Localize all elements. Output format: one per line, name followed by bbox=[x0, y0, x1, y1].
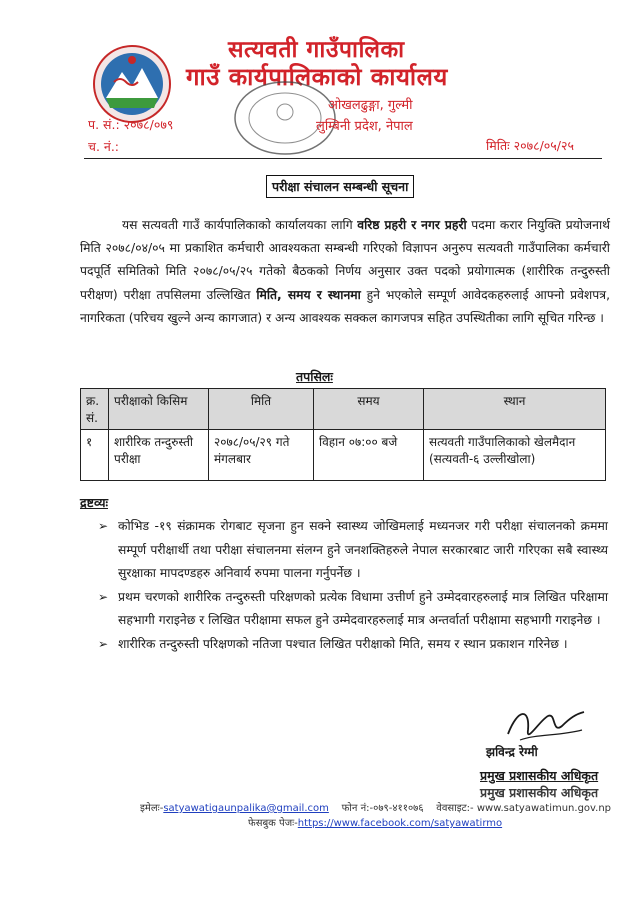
list-item bbox=[98, 586, 608, 633]
header-divider bbox=[84, 158, 602, 159]
cell-time: विहान ०७:०० बजे bbox=[314, 430, 424, 481]
address-line-2: लुम्बिनी प्रदेश, नेपाल bbox=[316, 119, 413, 134]
note-text: शारीरिक तन्दुरुस्ती परिक्षणको नतिजा पश्चात लिखित परीक्षाको मिति, समय र स्थान प्रकाशन गरिनेछ । bbox=[118, 636, 568, 651]
body-datetime-place: मिति, समय र स्थानमा bbox=[256, 287, 361, 302]
schedule-label: तपसिलः bbox=[296, 369, 333, 384]
col-header-date: मिति bbox=[209, 389, 314, 430]
nepal-emblem-icon bbox=[90, 42, 174, 126]
arrow-bullet-icon: ➢ bbox=[98, 636, 109, 651]
body-posts: वरिष्ठ प्रहरी र नगर प्रहरी bbox=[357, 218, 467, 232]
letter-date: मितिः २०७८/०५/२५ bbox=[486, 138, 574, 153]
office-name: गाउँ कार्यपालिकाको कार्यालय bbox=[186, 63, 448, 91]
signatory-name: झविन्द्र रेग्मी bbox=[486, 745, 538, 759]
notice-body bbox=[80, 214, 610, 330]
signatory-post: प्रमुख प्रशासकीय अधिकृत bbox=[480, 768, 599, 783]
facebook-link[interactable]: https://www.facebook.com/satyawatirmo bbox=[297, 818, 503, 829]
table-row bbox=[81, 430, 606, 481]
website-link[interactable]: www.satyawatimun.gov.np bbox=[476, 803, 612, 814]
arrow-bullet-icon: ➢ bbox=[98, 589, 109, 604]
signatory-post-stamp: प्रमुख प्रशासकीय अधिकृत bbox=[480, 785, 599, 800]
body-text-3: हुने भएकोले सम्पूर्ण आवेदकहरुलाई आफ्नो प्रवेशपत्र, नागरिकता (परिचय खुल्ने अन्य कागजात) र अन्य आवश्यक सक्कल कागजपत्र सहित उपस्थितीका लागि सूचित गरिन्छ । bbox=[80, 287, 610, 325]
list-item bbox=[98, 515, 608, 586]
cell-venue: सत्यवती गाउँपालिकाको खेलमैदान (सत्यवती-६ उल्लीखोला) bbox=[424, 430, 606, 481]
reference-number: प. सं.: २०७८/०७९ bbox=[88, 117, 174, 132]
col-header-venue: स्थान bbox=[424, 389, 606, 430]
note-text: प्रथम चरणको शारीरिक तन्दुरुस्ती परिक्षणको प्रत्येक विधामा उत्तीर्ण हुने उम्मेदवारहरुलाई मात्र लिखित परिक्षामा सहभागी गराइनेछ र लिखित परीक्षामा सफल हुने उम्मेदवारहरुलाई मात्र अन्तर्वार्ता परीक्षामा सहभागी गराइनेछ । bbox=[118, 589, 608, 627]
website-label: वेवसाइट:- bbox=[436, 803, 474, 814]
col-header-time: समय bbox=[314, 389, 424, 430]
schedule-table bbox=[80, 388, 606, 481]
email-link[interactable]: satyawatigaunpalika@gmail.com bbox=[163, 803, 329, 814]
org-name: सत्यवती गाउँपालिका bbox=[228, 37, 405, 63]
signature-mark-icon bbox=[500, 700, 590, 748]
cell-date: २०७८/०५/२९ गते मंगलबार bbox=[209, 430, 314, 481]
notes-heading: द्रष्टव्यः bbox=[80, 495, 108, 510]
facebook-label: फेसबुक पेजः- bbox=[248, 818, 298, 829]
table-header-row bbox=[81, 389, 606, 430]
body-text-1: यस सत्यवती गाउँ कार्यपालिकाको कार्यालयका लागि bbox=[122, 218, 353, 232]
col-header-sn: क्र. सं. bbox=[81, 389, 109, 430]
email-label: इमेलः- bbox=[140, 803, 164, 814]
phone-number: फोन नं:-०७९-४११०७६ bbox=[341, 803, 424, 814]
cell-sn: १ bbox=[81, 430, 109, 481]
note-text: कोभिड -१९ संक्रामक रोगबाट सृजना हुन सक्ने स्वास्थ्य जोखिमलाई मध्यनजर गरी परीक्षा संचालनको क्रममा सम्पूर्ण परीक्षार्थी तथा परीक्षा संचालनमा संलग्न हुने जनशक्तिहरुले नेपाल सरकारबाट जारी गरिएका सबै स्वास्थ्य सुरक्षाका मापदण्डहरु अनिवार्य रुपमा पालना गर्नुपर्नेछ । bbox=[118, 519, 608, 580]
footer-facebook bbox=[248, 815, 502, 829]
address-line-1: ओखलढुङ्गा, गुल्मी bbox=[328, 98, 413, 113]
footer-contacts bbox=[140, 800, 611, 814]
dispatch-number: च. नं.: bbox=[88, 139, 120, 154]
notice-subject: परीक्षा संचालन सम्बन्धी सूचना bbox=[266, 175, 414, 198]
list-item bbox=[98, 633, 608, 657]
notes-list bbox=[98, 515, 608, 656]
col-header-exam-type: परीक्षाको किसिम bbox=[109, 389, 209, 430]
arrow-bullet-icon: ➢ bbox=[98, 519, 109, 533]
cell-exam-type: शारीरिक तन्दुरुस्ती परीक्षा bbox=[109, 430, 209, 481]
body-text-2: पदमा करार नियुक्ति प्रयोजनार्थ मिति २०७८/०४/०५ मा प्रकाशित कर्मचारी आवश्यकता सम्बन्धी गरिएको विज्ञापन अनुरुप सत्यवती गाउँपालिका कर्मचारी पदपूर्ति समितिको मिति २०७८/०५/२५ गतेको बैठकको निर्णय अनुसार उक्त पदको प्रयोगात्मक (शारीरिक तन्दुरुस्ती परीक्षण) परीक्षा तपसिलमा उल्लिखित bbox=[80, 218, 610, 302]
